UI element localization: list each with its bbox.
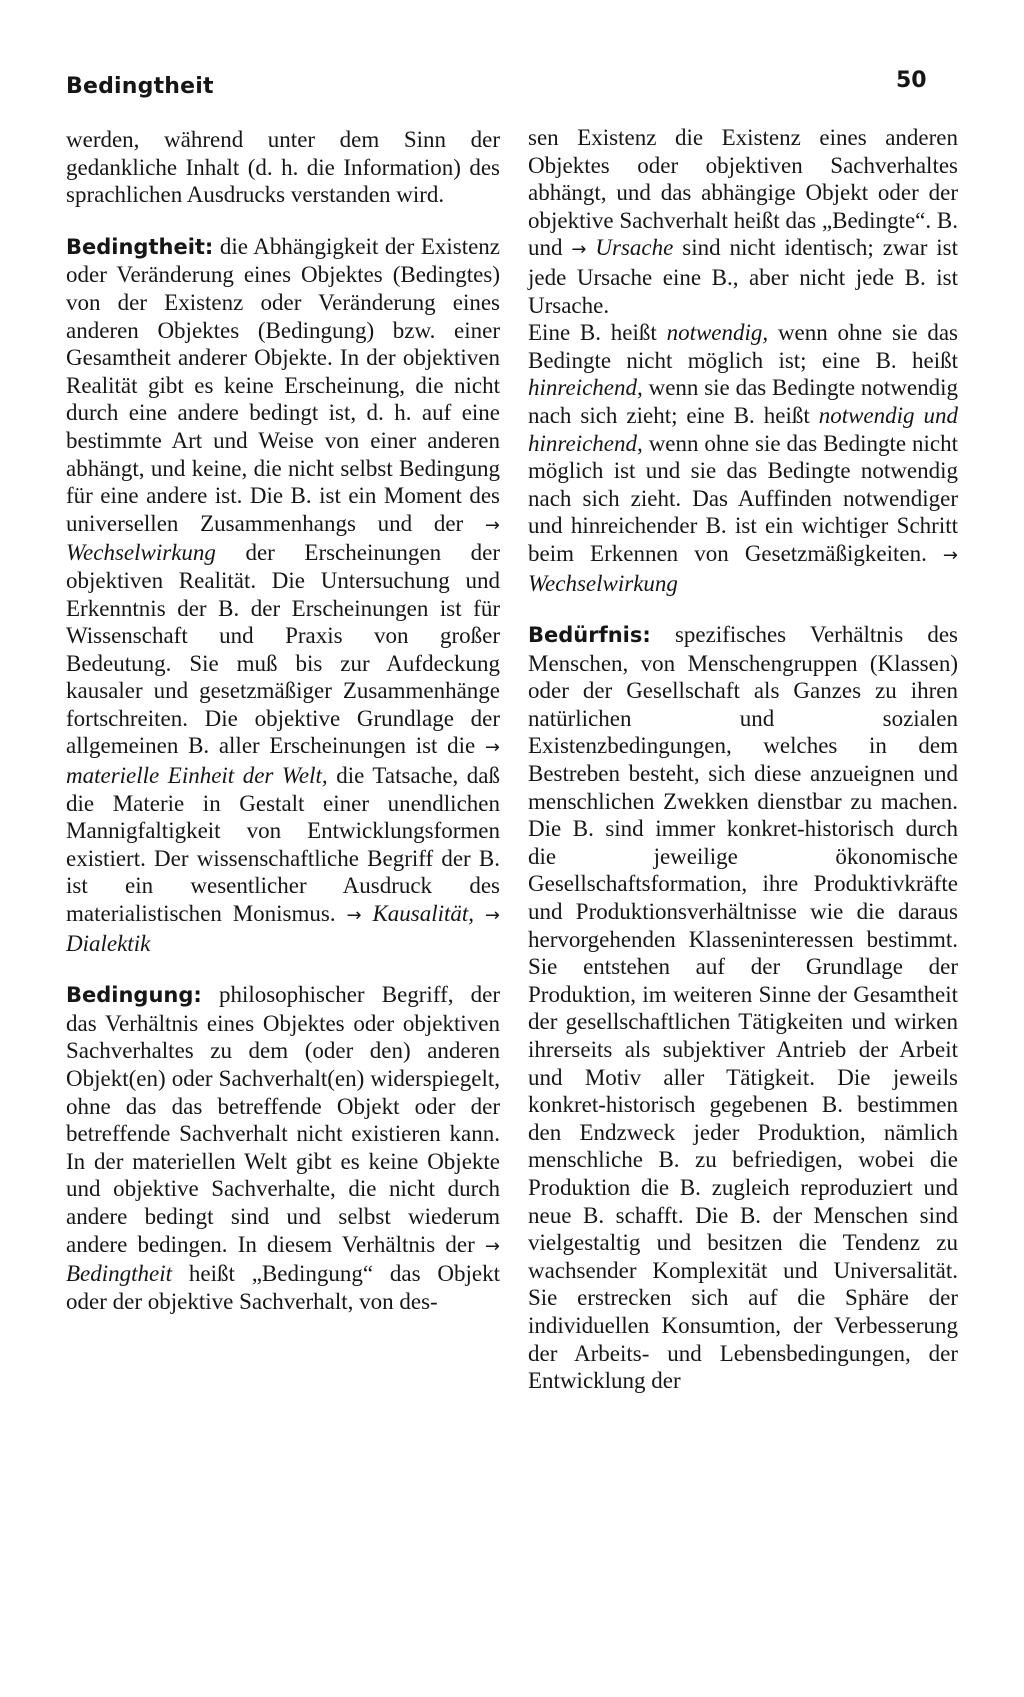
cross-reference[interactable]: Bedingtheit [66,1261,173,1287]
emphasis-term: notwendig, [666,320,769,346]
entry-text: spezifisches Verhältnis des Menschen, von Menschengruppen (Klassen) oder der Gesellschaft als Ganzes zu ihren natürlichen und sozialen Existenzbedingungen, welches in dem Bestreben besteht, sich diese anzueignen und menschlichen Zwekken dienstbar zu machen. Die B. sind immer konkret-historisch durch die jeweilige ökonomische Gesellschaftsformation, ihre Produktivkräfte und Produktionsverhältnisse wie die daraus hervorgehenden Klasseninteressen bestimmt. Sie entstehen auf der Grundlage der Produktion, im weiteren Sinne der Gesamtheit der gesellschaftlichen Tätigkeiten und wirken ihrerseits als subjektiver Antrieb der Arbeit und Motiv aller Tätigkeit. Die jeweils konkret-historisch gegebenen B. bestimmen den Endzweck jeder Produktion, nämlich menschliche B. zu befriedigen, wobei die Produktion die B. zugleich reproduziert und neue B. schafft. Die B. der Menschen sind vielgestaltig und besitzen die Tendenz zu wachsender Komplexität und Universalität. Sie erstrecken sich auf die Sphäre der individuellen Konsumtion, der Verbesserung der Arbeits- und Lebensbedingungen, der Entwicklung der [528,622,958,1394]
entry-text: wenn ohne sie das Bedingte nicht möglich ist; eine B. heißt [528,320,958,373]
entry-text: heißt „Bedingung“ das Objekt oder der objektive Sachverhalt, von des- [66,1261,500,1314]
entry-beduerfnis [528,621,958,1395]
entry-term-bedingtheit: Bedingtheit: [66,234,214,259]
entry-text: sind nicht identisch; zwar ist jede Ursache eine B., aber nicht jede B. ist Ursache. [528,235,959,318]
emphasis-term: notwendig und hinreichend, [528,402,958,456]
entry-text: sen Existenz die Existenz eines anderen Objektes oder objektiven Sachverhaltes abhängt, und das abhängige Objekt oder der objektive Sachverhalt heißt das „Bedingte“. B. und [528,125,958,261]
cross-reference[interactable]: materielle Einheit der Welt, [66,763,328,789]
cross-reference[interactable]: Wechselwirkung [528,570,678,596]
entry-text: die Abhängigkeit der Existenz oder Veränderung eines Objektes (Bedingtes) von der Existenz oder Veränderung eines anderen Objektes (Bedingung) bzw. einer Gesamtheit anderer Objekte. In der objektiven Realität gibt es keine Erscheinung, die nicht durch eine andere bedingt ist, d. h. auf eine bestimmte Art und Weise von einer anderen abhängt, und keine, die nicht selbst Bedingung für eine andere ist. Die B. ist ein Moment des universellen Zusammenhangs und der [66,233,501,536]
cross-reference[interactable]: Kausalität, [372,901,475,927]
left-column [66,126,500,1315]
entry-text: philosophischer Begriff, der das Verhältnis eines Objektes oder objektiven Sachverhaltes zu dem (oder den) anderen Objekt(en) oder Sachverhalt(en) widerspiegelt, ohne das das betreffende Objekt oder der betreffende Sachverhalt nicht existieren kann. In der materiellen Welt gibt es keine Objekte und objektive Sachverhalte, die nicht durch andere bedingt sind und selbst wiederum andere bedingen. In diesem Verhältnis der [66,982,500,1257]
entry-bedingtheit [66,233,500,957]
entry-bedingung-continued [528,124,958,319]
entry-text: Eine B. heißt [528,320,657,346]
entry-bedingung [66,981,500,1315]
arrow-icon: → [484,1235,501,1257]
cross-reference[interactable]: Wechselwirkung [66,540,216,566]
arrow-icon: → [484,737,500,759]
cross-reference[interactable]: Dialektik [66,930,151,956]
entry-text: die Tatsache, daß die Materie in Gestalt einer unendlichen Mannigfaltigkeit von Entwicklungsformen existiert. Der wissenschaftliche Begriff der B. ist ein wesentlicher Ausdruck des materialistischen Monismus. [66,763,501,927]
entry-term-beduerfnis: Bedürfnis: [528,623,651,648]
entry-bedingung-definitions [528,319,958,597]
entry-text: wenn ohne sie das Bedingte nicht möglich ist und sie das Bedingte notwendig nach sich zieht. Das Auffinden notwendiger und hinreichender B. ist ein wichtiger Schritt beim Erkennen von Gesetzmäßigkeiten. [528,430,959,566]
right-column [528,124,958,1395]
entry-term-bedingung: Bedingung: [66,983,202,1008]
arrow-icon: → [484,905,501,927]
cross-reference[interactable]: Ursache [595,235,674,261]
running-head: Bedingtheit [66,74,214,99]
emphasis-term: hinreichend, [528,375,643,401]
entry-text: der Erscheinungen der objektiven Realität. Die Untersuchung und Erkenntnis der B. der Erscheinungen ist für Wissenschaft und Praxis von großer Bedeutung. Sie muß bis zur Aufdeckung kausaler und gesetzmäßiger Zusammenhänge fortschreiten. Die objektive Grundlage der allgemeinen B. aller Erscheinungen ist die [66,540,500,759]
arrow-icon: → [484,514,501,536]
continuation-text: werden, während unter dem Sinn der gedankliche Inhalt (d. h. die Information) des sprachlichen Ausdrucks verstanden wird. [66,127,500,208]
arrow-icon: → [571,239,587,261]
page-number: 50 [896,68,927,93]
arrow-icon: → [346,905,362,927]
arrow-icon: → [942,544,958,566]
entry-text: wenn sie das Bedingte notwendig nach sich zieht; eine B. heißt [528,375,958,428]
